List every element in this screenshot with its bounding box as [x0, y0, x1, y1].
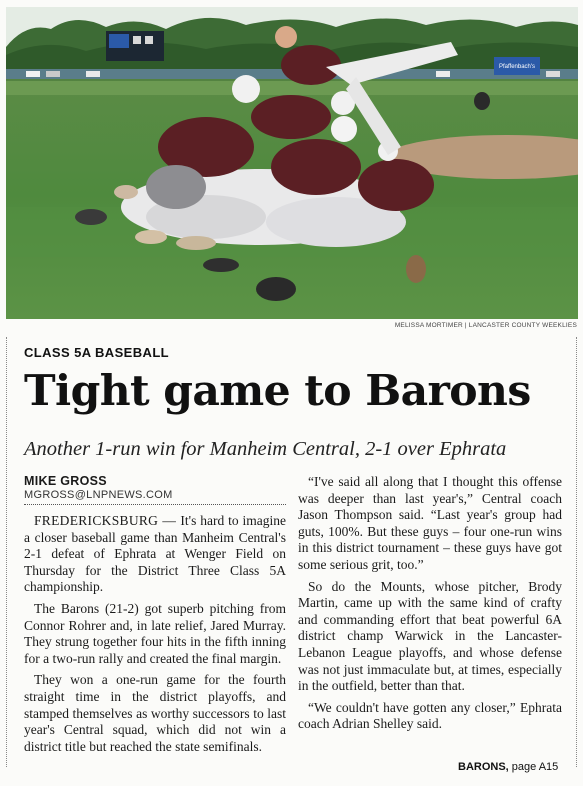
paragraph: “I've said all along that I thought this offense was deeper than last year's,” Central coach Jason Thompson said. “Last year's group had guts, 100%. But these guys – four one-run wins in this district tournament – these guys have got some serious grit, too.”: [298, 474, 562, 572]
sponsor-sign-text: Pfaffenbach's: [498, 64, 536, 70]
paragraph-text: It's hard to imagine a closer baseball game than Manheim Central's 2-1 defeat of Ephrata at Wenger Field on Thursday for the District Three Class 5A championship.: [24, 513, 286, 595]
paragraph: So do the Mounts, whose pitcher, Brody Martin, came up with the same kind of crafty and commanding effort that beat powerful 6A district champ Warwick in the Lancaster-Lebanon League playoffs, and whose defense was not just immaculate but, at times, especially in the outfield, better than that.: [298, 578, 562, 694]
author-email: MGROSS@LNPNEWS.COM: [24, 489, 173, 501]
article-column-1: [24, 513, 286, 760]
team-celebration-photo: [6, 7, 578, 319]
subheadline: Another 1-run win for Manheim Central, 2-1 over Ephrata: [24, 438, 507, 460]
jump-page: page A15: [511, 761, 559, 773]
jump-label: BARONS,: [458, 761, 509, 773]
photo-illustration: [6, 7, 578, 319]
jump-line: [458, 761, 558, 773]
article-border-left: [6, 337, 7, 767]
paragraph: The Barons (21-2) got superb pitching from Connor Rohrer and, in late relief, Jared Murray. They strung together four hits in the fifth inning for a two-run rally and created the final margin.: [24, 600, 286, 666]
article-column-2: [298, 474, 562, 738]
section-kicker: CLASS 5A BASEBALL: [24, 345, 169, 360]
photo-credit: MELISSA MORTIMER | LANCASTER COUNTY WEEKLIES: [394, 322, 577, 329]
headline: Tight game to Barons: [24, 366, 531, 416]
author-name: MIKE GROSS: [24, 474, 107, 488]
paragraph: They won a one-run game for the fourth straight time in the district playoffs, and stamped themselves as worthy successors to last year's Central squad, which did not win a district title but reached the state semifinals.: [24, 672, 286, 754]
byline-divider: [24, 504, 286, 505]
baseball-glove: [256, 277, 296, 301]
byline: [24, 474, 286, 505]
paragraph: [24, 513, 286, 596]
paragraph: “We couldn't have gotten any closer,” Ephrata coach Adrian Shelley said.: [298, 699, 562, 732]
article-border-right: [576, 337, 577, 767]
dateline: FREDERICKSBURG —: [34, 513, 181, 528]
